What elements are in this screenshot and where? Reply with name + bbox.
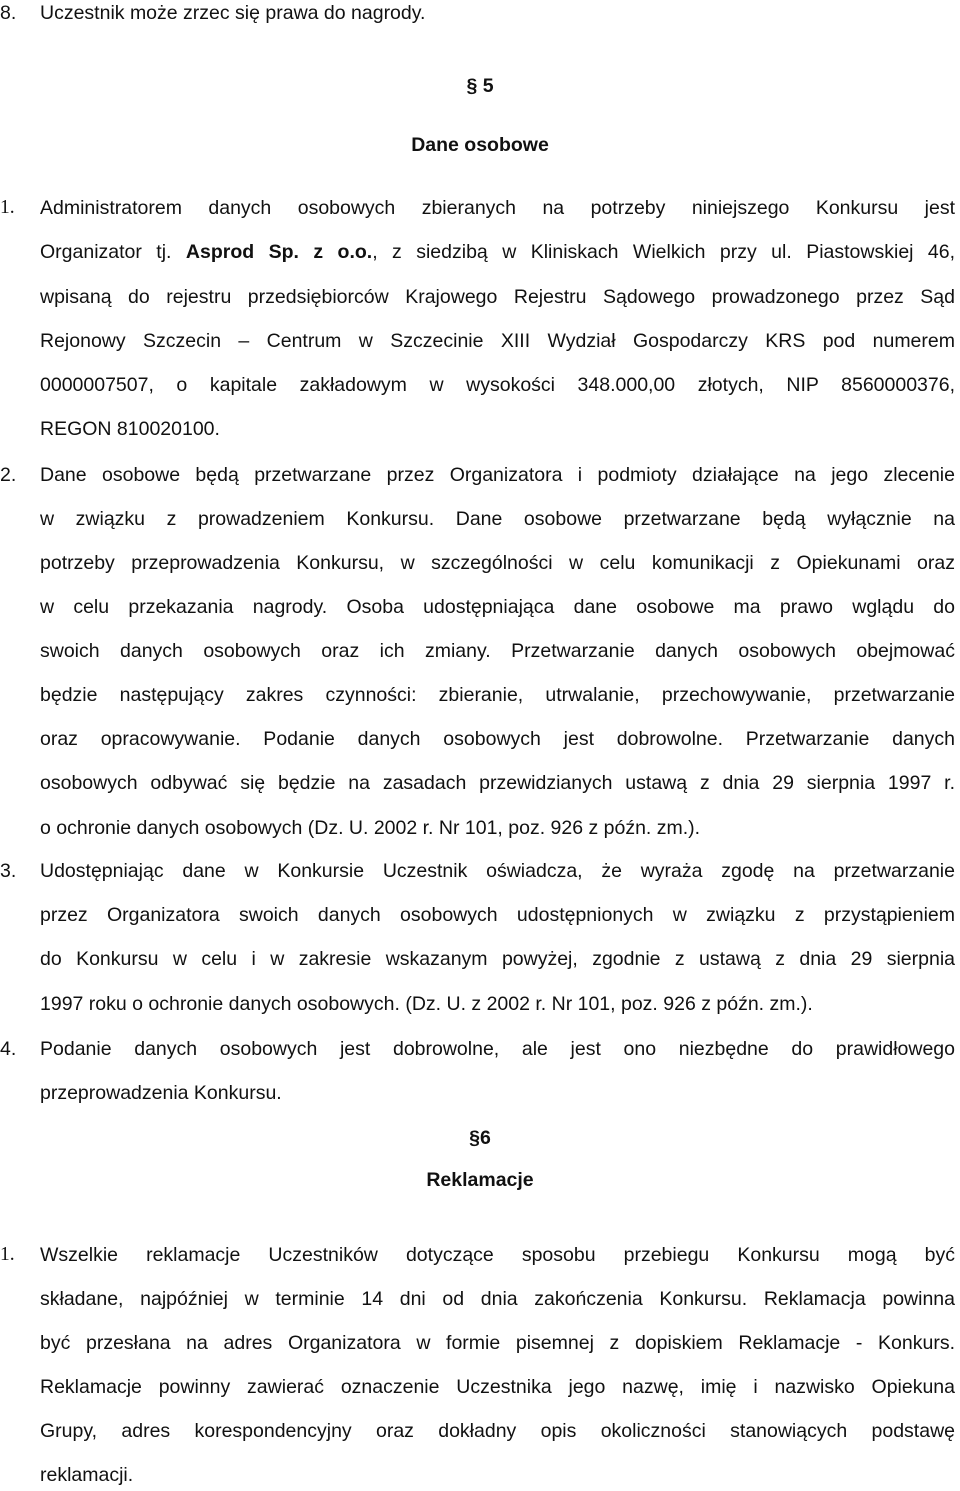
paragraph-line: wpisaną do rejestru przedsiębiorców Krajowego Rejestru Sądowego prowadzonego przez Sąd (40, 286, 955, 308)
paragraph-line: w celu przekazania nagrody. Osoba udostępniająca dane osobowe ma prawo wglądu do (40, 596, 955, 618)
paragraph-line: składane, najpóźniej w terminie 14 dni od dnia zakończenia Konkursu. Reklamacja powinna (40, 1288, 955, 1310)
list-number: 3. (0, 860, 17, 882)
paragraph-line: będzie następujący zakres czynności: zbieranie, utrwalanie, przechowywanie, przetwarzanie (40, 684, 955, 706)
list-item-text: Uczestnik może zrzec się prawa do nagrody. (40, 2, 426, 24)
list-number: 1. (0, 1244, 15, 1265)
paragraph-line: Administratorem danych osobowych zbieranych na potrzeby niniejszego Konkursu jest (40, 197, 955, 219)
paragraph-line: 1997 roku o ochronie danych osobowych. (Dz. U. z 2002 r. Nr 101, poz. 926 z późn. zm.). (40, 993, 813, 1015)
paragraph-line: osobowych odbywać się będzie na zasadach przewidzianych ustawą z dnia 29 sierpnia 1997 r. (40, 772, 955, 794)
paragraph-line (40, 239, 955, 265)
text-run: Organizator tj. (40, 241, 172, 263)
paragraph-line: w związku z prowadzeniem Konkursu. Dane osobowe przetwarzane będą wyłącznie na (40, 508, 955, 530)
paragraph-line: 0000007507, o kapitale zakładowym w wysokości 348.000,00 złotych, NIP 8560000376, (40, 374, 955, 396)
paragraph-line: być przesłana na adres Organizatora w formie pisemnej z dopiskiem Reklamacje - Konkurs. (40, 1332, 955, 1354)
paragraph-line: Grupy, adres korespondencyjny oraz dokładny opis okoliczności stanowiących podstawę (40, 1420, 955, 1442)
section-number: § 5 (466, 75, 494, 97)
paragraph-line: Wszelkie reklamacje Uczestników dotyczące sposobu przebiegu Konkursu mogą być (40, 1244, 955, 1266)
text-run: , z siedzibą w Kliniskach Wielkich przy ul. Piastowskiej 46, (372, 241, 956, 263)
paragraph-line: potrzeby przeprowadzenia Konkursu, w szczególności w celu komunikacji z Opiekunami oraz (40, 552, 955, 574)
list-number: 8. (0, 2, 17, 24)
paragraph-line: Udostępniając dane w Konkursie Uczestnik oświadcza, że wyraża zgodę na przetwarzanie (40, 860, 955, 882)
section-title: Dane osobowe (411, 134, 549, 156)
paragraph-line: oraz opracowywanie. Podanie danych osobowych jest dobrowolne. Przetwarzanie danych (40, 728, 955, 750)
paragraph-line: przeprowadzenia Konkursu. (40, 1082, 282, 1104)
section-number: §6 (469, 1127, 491, 1149)
paragraph-line: przez Organizatora swoich danych osobowych udostępnionych w związku z przystąpieniem (40, 904, 955, 926)
section-title: Reklamacje (426, 1169, 534, 1191)
list-number: 1. (0, 197, 15, 218)
paragraph-line: Podanie danych osobowych jest dobrowolne, ale jest ono niezbędne do prawidłowego (40, 1038, 955, 1060)
company-name: Asprod Sp. z o.o. (185, 241, 373, 263)
paragraph-line: Rejonowy Szczecin – Centrum w Szczecinie XIII Wydział Gospodarczy KRS pod numerem (40, 330, 955, 352)
paragraph-line: reklamacji. (40, 1464, 134, 1486)
paragraph-line: REGON 810020100. (40, 418, 220, 440)
paragraph-line: do Konkursu w celu i w zakresie wskazanym powyżej, zgodnie z ustawą z dnia 29 sierpnia (40, 948, 955, 970)
list-number: 2. (0, 464, 17, 486)
paragraph-line: o ochronie danych osobowych (Dz. U. 2002 r. Nr 101, poz. 926 z późn. zm.). (40, 817, 701, 839)
paragraph-line: swoich danych osobowych oraz ich zmiany. Przetwarzanie danych osobowych obejmować (40, 640, 955, 662)
paragraph-line: Dane osobowe będą przetwarzane przez Organizatora i podmioty działające na jego zlecenie (40, 464, 955, 486)
paragraph-line: Reklamacje powinny zawierać oznaczenie Uczestnika jego nazwę, imię i nazwisko Opiekuna (40, 1376, 955, 1398)
list-number: 4. (0, 1038, 17, 1060)
